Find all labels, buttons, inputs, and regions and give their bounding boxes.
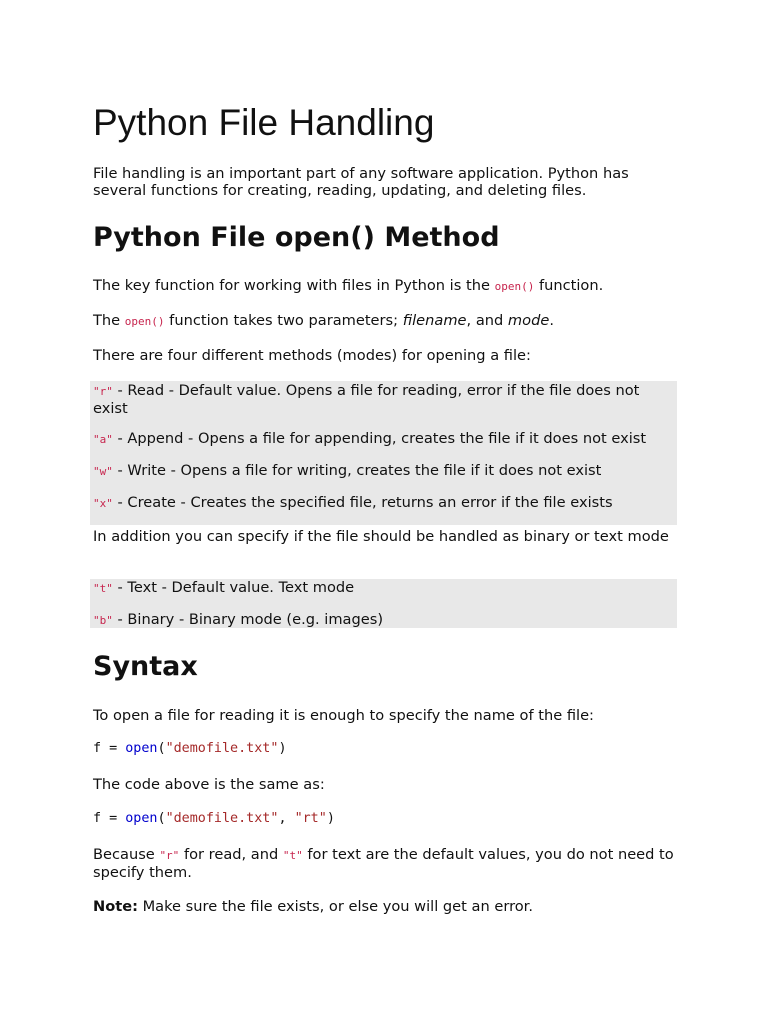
type-item: "t" - Text - Default value. Text mode xyxy=(93,579,355,596)
parameters-paragraph: The open() function takes two parameters; filename, and mode. xyxy=(93,312,554,329)
code-string: "demofile.txt" xyxy=(165,741,279,756)
mode-item: "x" - Create - Creates the specified file, returns an error if the file exists xyxy=(93,494,613,511)
mode-code: "r" xyxy=(93,385,113,398)
code-string: "demofile.txt" xyxy=(165,811,279,826)
code-example-2: f = open("demofile.txt", "rt") xyxy=(93,811,335,826)
binary-text-paragraph: In addition you can specify if the file should be handled as binary or text mode xyxy=(93,528,669,545)
default-values-paragraph: Because "r" for read, and "t" for text are the default values, you do not need to specify them. xyxy=(93,846,674,881)
note-paragraph: Note: Make sure the file exists, or else you will get an error. xyxy=(93,898,533,915)
inline-code: open() xyxy=(494,280,535,293)
mode-item: "r" - Read - Default value. Opens a file for reading, error if the file does not exist xyxy=(93,382,640,417)
type-item: "b" - Binary - Binary mode (e.g. images) xyxy=(93,611,384,628)
type-code: "t" xyxy=(93,582,113,595)
syntax-intro-paragraph: To open a file for reading it is enough to specify the name of the file: xyxy=(93,707,594,724)
intro-paragraph: File handling is an important part of any software application. Python has several functions for creating, reading, updating, and deleting files. xyxy=(93,165,629,199)
inline-code: open() xyxy=(124,315,165,328)
code-function: open xyxy=(125,741,158,756)
inline-code: "r" xyxy=(159,849,180,862)
open-function-paragraph: The key function for working with files in Python is the open() function. xyxy=(93,277,604,294)
type-code: "b" xyxy=(93,614,113,627)
mode-code: "a" xyxy=(93,433,113,446)
note-label: Note: xyxy=(93,898,138,915)
page-title: Python File Handling xyxy=(93,102,435,143)
section-heading-open-method: Python File open() Method xyxy=(93,222,500,253)
mode-code: "x" xyxy=(93,497,113,510)
same-as-paragraph: The code above is the same as: xyxy=(93,776,325,793)
emphasis-mode: mode xyxy=(507,312,550,329)
mode-item: "a" - Append - Opens a file for appending, creates the file if it does not exist xyxy=(93,430,647,447)
section-heading-syntax: Syntax xyxy=(93,651,198,682)
emphasis-filename: filename xyxy=(402,312,467,329)
modes-intro-paragraph: There are four different methods (modes) for opening a file: xyxy=(93,347,531,364)
code-function: open xyxy=(125,811,158,826)
code-string: "rt" xyxy=(294,811,327,826)
mode-item: "w" - Write - Opens a file for writing, creates the file if it does not exist xyxy=(93,462,602,479)
code-example-1: f = open("demofile.txt") xyxy=(93,741,287,756)
inline-code: "t" xyxy=(282,849,303,862)
mode-code: "w" xyxy=(93,465,113,478)
